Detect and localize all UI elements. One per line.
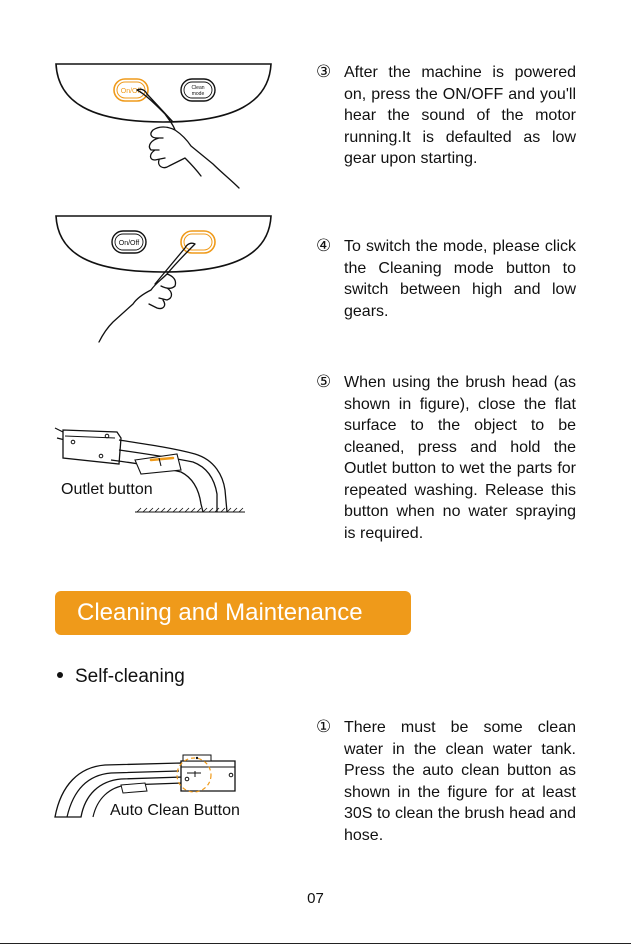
step-text: To switch the mode, please click the Cleaning mode button to switch between high and low gears. bbox=[344, 238, 576, 320]
onoff-button-label: On/Off bbox=[120, 88, 142, 95]
bullet-icon bbox=[57, 672, 63, 678]
footer-divider bbox=[0, 943, 631, 944]
onoff-button-label: On/Off bbox=[118, 240, 140, 247]
clean-mode-button bbox=[181, 79, 215, 101]
step-text: When using the brush head (as shown in figure), close the flat surface to the object to be cleaned, press and hold the Outlet button to wet the parts for repeated washing. Release this button when no water spraying is required. bbox=[344, 374, 576, 542]
auto-clean-button-callout: Auto Clean Button bbox=[110, 802, 240, 819]
section-title-banner: Cleaning and Maintenance bbox=[55, 591, 411, 635]
step-number: ① bbox=[316, 717, 332, 737]
figure-onoff-press bbox=[55, 62, 275, 192]
figure-brush-head-outlet bbox=[55, 420, 255, 520]
subsection-title: Self-cleaning bbox=[75, 666, 185, 687]
step-text: After the machine is powered on, press the ON/OFF and you'll hear the sound of the motor running.It is defaulted as low gear upon starting. bbox=[344, 64, 576, 167]
step-text: There must be some clean water in the clean water tank. Press the auto clean button as shown in the figure for at least 30S to clean the brush head and hose. bbox=[344, 719, 576, 844]
clean-mode-button-highlighted bbox=[181, 231, 215, 253]
step-number: ④ bbox=[316, 236, 332, 256]
page-number: 07 bbox=[307, 890, 324, 907]
subsection-heading bbox=[55, 666, 185, 688]
figure-mode-press bbox=[55, 214, 275, 344]
onoff-button bbox=[112, 231, 146, 253]
clean-mode-label-line2: mode bbox=[191, 91, 205, 97]
clean-mode-label-line1: Clean bbox=[191, 85, 205, 91]
step-number: ③ bbox=[316, 62, 332, 82]
outlet-button-callout: Outlet button bbox=[61, 481, 153, 498]
step-number: ⑤ bbox=[316, 372, 332, 392]
